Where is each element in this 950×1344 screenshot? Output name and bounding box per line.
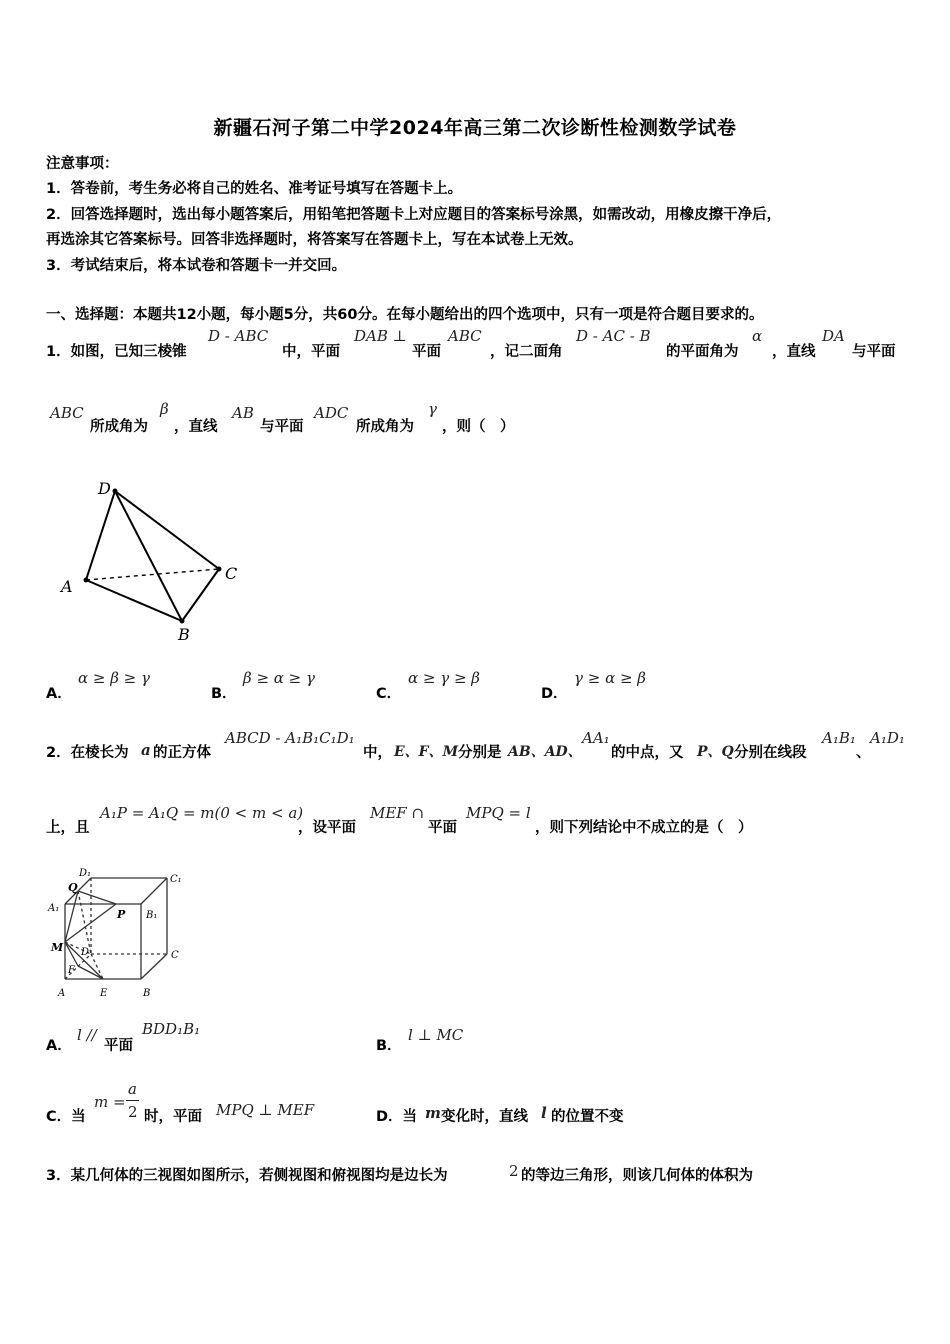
q1-option-a-expr: α ≥ β ≥ γ bbox=[78, 669, 150, 687]
q1-math: D - AC - B bbox=[576, 327, 651, 345]
q1-text: 平面 bbox=[412, 344, 441, 360]
label-p: P bbox=[117, 908, 126, 921]
q2-text: 中， bbox=[363, 745, 392, 761]
label-d1: D₁ bbox=[79, 868, 92, 879]
q1-option-d-expr: γ ≥ α ≥ β bbox=[574, 669, 646, 687]
q1-text: 中，平面 bbox=[282, 344, 340, 360]
label-q: Q bbox=[68, 881, 78, 894]
q2-math: AB、AD、 bbox=[508, 744, 582, 760]
q2-math: MPQ = l bbox=[466, 804, 531, 822]
q1-math: DAB ⊥ bbox=[354, 327, 407, 345]
q3-math: 2 bbox=[509, 1162, 519, 1180]
label-e: E bbox=[100, 988, 108, 999]
q2-option-d-text: 变化时，直线 bbox=[441, 1109, 528, 1125]
label-c: C bbox=[171, 950, 179, 961]
q2-option-c-math: m = bbox=[94, 1093, 126, 1111]
q2-option-c-text: 时，平面 bbox=[144, 1109, 202, 1125]
q1-option-c-label[interactable]: C． bbox=[376, 686, 402, 702]
tetrahedron-figure bbox=[55, 478, 255, 648]
label-b: B bbox=[143, 988, 151, 999]
cube-figure bbox=[46, 866, 196, 1004]
label-b: B bbox=[178, 625, 190, 644]
q2-math: a bbox=[141, 741, 151, 759]
q1-text: ，则（ ） bbox=[442, 419, 515, 435]
page-title: 新疆石河子第二中学2024年高三第二次诊断性检测数学试卷 bbox=[213, 117, 737, 139]
notice-item-3: 3．考试结束后，将本试卷和答题卡一并交回。 bbox=[46, 258, 347, 274]
q2-math: MEF ∩ bbox=[370, 804, 425, 822]
q1-text: 1．如图，已知三棱锥 bbox=[46, 344, 187, 360]
q1-math: ABC bbox=[448, 327, 482, 345]
q2-option-c-label[interactable]: C．当 bbox=[46, 1109, 86, 1125]
q2-option-b-label[interactable]: B． bbox=[376, 1038, 402, 1054]
q1-math: γ bbox=[428, 400, 437, 418]
q2-option-a-math: BDD₁B₁ bbox=[142, 1020, 201, 1038]
q2-text: 分别是 bbox=[458, 745, 502, 761]
q3-text: 3．某几何体的三视图如图所示，若侧视图和俯视图均是边长为 bbox=[46, 1168, 448, 1184]
q2-option-c-math: MPQ ⊥ MEF bbox=[216, 1101, 315, 1119]
notice-item-1: 1．答卷前，考生务必将自己的姓名、准考证号填写在答题卡上。 bbox=[46, 181, 463, 197]
label-a: A bbox=[58, 988, 66, 999]
q2-text: 的正方体 bbox=[153, 745, 211, 761]
label-a1: A₁ bbox=[48, 903, 60, 914]
q2-text: 分别在线段 bbox=[734, 745, 807, 761]
q2-math: A₁D₁ bbox=[870, 729, 905, 747]
q1-option-b-expr: β ≥ α ≥ γ bbox=[243, 669, 315, 687]
label-d: D bbox=[81, 947, 90, 958]
q1-option-b-label[interactable]: B． bbox=[211, 686, 237, 702]
q2-option-b-math: l ⊥ MC bbox=[408, 1026, 464, 1044]
notice-item-2a: 2．回答选择题时，选出每小题答案后，用铅笔把答题卡上对应题目的答案标号涂黑，如需改动，用橡皮擦干净后， bbox=[46, 207, 782, 223]
q1-text: 所成角为 bbox=[90, 419, 148, 435]
q2-math: AA₁ bbox=[582, 729, 610, 747]
label-c: C bbox=[225, 564, 238, 583]
q1-option-c-expr: α ≥ γ ≥ β bbox=[408, 669, 480, 687]
q1-math: ABC bbox=[50, 404, 84, 422]
q2-text: 平面 bbox=[428, 820, 457, 836]
notice-item-2b: 再选涂其它答案标号。回答非选择题时，将答案写在答题卡上，写在本试卷上无效。 bbox=[46, 232, 583, 248]
q2-option-a-math: l // bbox=[77, 1026, 97, 1044]
q1-text: ，直线 bbox=[772, 344, 816, 360]
q2-text: ，设平面 bbox=[298, 820, 356, 836]
q2-text: 的中点，又 bbox=[611, 745, 684, 761]
q2-option-d-text: 的位置不变 bbox=[551, 1109, 624, 1125]
section-heading: 一、选择题：本题共12小题，每小题5分，共60分。在每小题给出的四个选项中，只有一项是符合题目要求的。 bbox=[46, 307, 764, 323]
label-a: A bbox=[61, 577, 73, 596]
label-m: M bbox=[51, 941, 64, 954]
q1-math: DA bbox=[822, 327, 845, 345]
label-c1: C₁ bbox=[170, 874, 182, 885]
q1-math: ADC bbox=[314, 404, 349, 422]
q1-text: ，记二面角 bbox=[490, 344, 563, 360]
q1-text: 与平面 bbox=[260, 419, 304, 435]
q2-option-c-frac-den: 2 bbox=[128, 1103, 138, 1121]
q1-math: D - ABC bbox=[208, 327, 269, 345]
q2-option-d-math: l bbox=[541, 1104, 547, 1122]
q1-option-a-label[interactable]: A． bbox=[46, 686, 72, 702]
q2-math: ABCD - A₁B₁C₁D₁ bbox=[225, 729, 355, 747]
q2-option-d-label[interactable]: D．当 bbox=[376, 1109, 418, 1125]
q2-option-d-math: m bbox=[425, 1104, 441, 1122]
q2-text: 、 bbox=[856, 745, 871, 761]
q3-text: 的等边三角形，则该几何体的体积为 bbox=[521, 1168, 753, 1184]
q2-option-c-frac-num: a bbox=[128, 1080, 137, 1098]
q1-text: 所成角为 bbox=[356, 419, 414, 435]
q1-text: 的平面角为 bbox=[666, 344, 739, 360]
label-f: F bbox=[68, 965, 75, 976]
q1-math: AB bbox=[232, 404, 254, 422]
q1-text: 与平面 bbox=[852, 344, 896, 360]
q2-text: ，则下列结论中不成立的是（ ） bbox=[535, 820, 753, 836]
label-d: D bbox=[98, 479, 111, 498]
q1-math: α bbox=[752, 327, 763, 345]
q2-option-a-label[interactable]: A． bbox=[46, 1038, 72, 1054]
q2-text: 上，且 bbox=[46, 820, 90, 836]
q2-math: A₁B₁ bbox=[822, 729, 856, 747]
fraction-bar bbox=[126, 1100, 139, 1101]
q2-math: P、Q bbox=[697, 744, 734, 760]
q2-text: 2．在棱长为 bbox=[46, 745, 129, 761]
q2-option-a-text: 平面 bbox=[104, 1038, 133, 1054]
q2-math: A₁P = A₁Q = m(0 < m < a) bbox=[100, 804, 304, 822]
label-b1: B₁ bbox=[146, 910, 158, 921]
notice-heading: 注意事项： bbox=[46, 156, 119, 172]
q1-option-d-label[interactable]: D． bbox=[541, 686, 568, 702]
q2-math: E、F、M bbox=[394, 744, 459, 760]
q1-text: ，直线 bbox=[174, 419, 218, 435]
q1-math: β bbox=[160, 400, 169, 418]
